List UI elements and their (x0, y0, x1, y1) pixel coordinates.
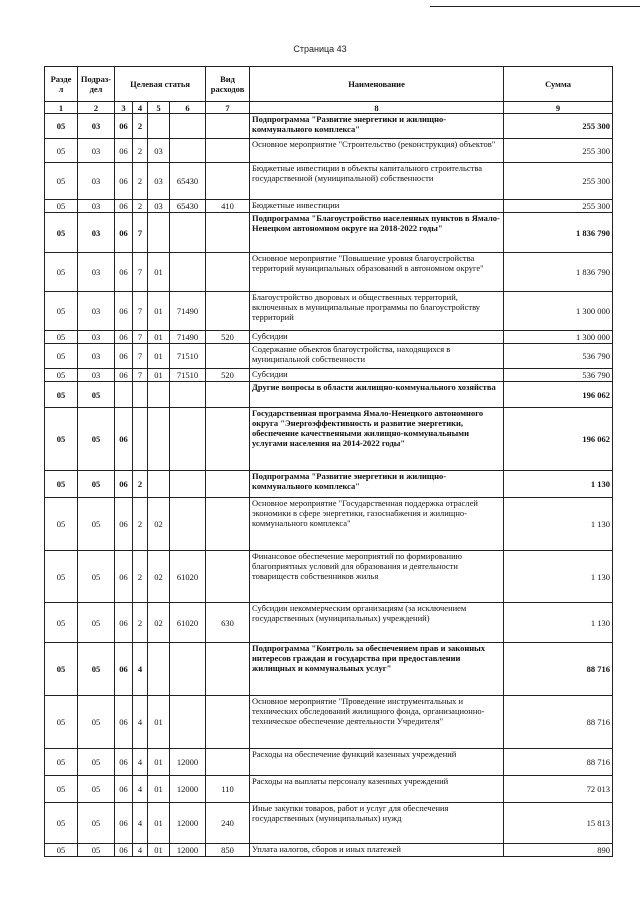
sum-cell: 88 716 (504, 643, 613, 696)
column-number: 2 (78, 102, 115, 114)
name-cell: Субсидии (250, 331, 504, 344)
subprogram-cell: 7 (133, 253, 148, 292)
column-number: 9 (504, 102, 613, 114)
expense-type-cell (206, 696, 250, 749)
program-cell: 06 (115, 200, 133, 213)
podrazdel-cell: 03 (78, 344, 115, 369)
direction-cell: 71510 (170, 369, 206, 382)
header-sum: Сумма (504, 67, 613, 102)
expense-type-cell (206, 382, 250, 408)
direction-cell: 61020 (170, 603, 206, 643)
razdel-cell: 05 (45, 369, 78, 382)
event-cell (148, 408, 170, 471)
column-number: 5 (148, 102, 170, 114)
table-row (45, 498, 613, 551)
table-row (45, 382, 613, 408)
name-cell: Другие вопросы в области жилищно-коммунального хозяйства (250, 382, 504, 408)
header-expense-type: Вид расходов (206, 67, 250, 102)
column-number: 3 (115, 102, 133, 114)
sum-cell: 15 813 (504, 803, 613, 844)
sum-cell: 1 130 (504, 551, 613, 603)
razdel-cell: 05 (45, 213, 78, 253)
column-number: 8 (250, 102, 504, 114)
sum-cell: 1 130 (504, 603, 613, 643)
direction-cell (170, 253, 206, 292)
subprogram-cell: 7 (133, 369, 148, 382)
table-row (45, 844, 613, 857)
sum-cell: 196 062 (504, 382, 613, 408)
table-row (45, 776, 613, 803)
table-body (45, 114, 613, 857)
razdel-cell: 05 (45, 471, 78, 498)
name-cell: Иные закупки товаров, работ и услуг для обеспечения государственных (муниципальных) нужд (250, 803, 504, 844)
sum-cell: 88 716 (504, 749, 613, 776)
table-row (45, 163, 613, 200)
expense-type-cell (206, 749, 250, 776)
podrazdel-cell: 03 (78, 200, 115, 213)
column-number: 1 (45, 102, 78, 114)
budget-table (44, 66, 613, 857)
sum-cell: 1 836 790 (504, 253, 613, 292)
subprogram-cell: 2 (133, 498, 148, 551)
program-cell: 06 (115, 803, 133, 844)
table-row (45, 114, 613, 139)
event-cell: 01 (148, 331, 170, 344)
direction-cell (170, 382, 206, 408)
sum-cell: 1 130 (504, 471, 613, 498)
subprogram-cell: 2 (133, 200, 148, 213)
direction-cell: 71490 (170, 331, 206, 344)
podrazdel-cell: 05 (78, 603, 115, 643)
direction-cell: 71510 (170, 344, 206, 369)
razdel-cell: 05 (45, 331, 78, 344)
direction-cell (170, 498, 206, 551)
program-cell: 06 (115, 408, 133, 471)
table-row (45, 139, 613, 163)
podrazdel-cell: 05 (78, 844, 115, 857)
subprogram-cell: 7 (133, 292, 148, 331)
podrazdel-cell: 05 (78, 696, 115, 749)
podrazdel-cell: 03 (78, 114, 115, 139)
sum-cell: 1 300 000 (504, 292, 613, 331)
subprogram-cell: 7 (133, 344, 148, 369)
subprogram-cell: 4 (133, 696, 148, 749)
podrazdel-cell: 05 (78, 551, 115, 603)
expense-type-cell: 520 (206, 369, 250, 382)
name-cell: Основное мероприятие "Повышение уровня благоустройства территорий муниципальных образований в автономном округе" (250, 253, 504, 292)
name-cell: Основное мероприятие "Государственная поддержка отраслей экономики в сфере энергетики, газоснабжения и жилищно-коммунального комплекса" (250, 498, 504, 551)
name-cell: Государственная программа Ямало-Ненецкого автономного округа "Энергоэффективность и развитие энергетики, обеспечение качественными жилищно-коммунальными услугами населения на 2014-2022 годы" (250, 408, 504, 471)
subprogram-cell: 7 (133, 331, 148, 344)
name-cell: Подпрограмма "Развитие энергетики и жилищно-коммунального комплекса" (250, 114, 504, 139)
header-target-article: Целевая статья (115, 67, 206, 102)
razdel-cell: 05 (45, 344, 78, 369)
table-row (45, 213, 613, 253)
name-cell: Подпрограмма "Контроль за обеспечением прав и законных интересов граждан и государства при предоставлении жилищных и коммунальных услуг" (250, 643, 504, 696)
program-cell: 06 (115, 139, 133, 163)
sum-cell: 88 716 (504, 696, 613, 749)
subprogram-cell: 2 (133, 603, 148, 643)
table-row (45, 551, 613, 603)
program-cell: 06 (115, 643, 133, 696)
podrazdel-cell: 03 (78, 213, 115, 253)
header-name: Наименование (250, 67, 504, 102)
razdel-cell: 05 (45, 498, 78, 551)
direction-cell: 12000 (170, 844, 206, 857)
event-cell: 01 (148, 749, 170, 776)
direction-cell: 61020 (170, 551, 206, 603)
direction-cell (170, 213, 206, 253)
direction-cell (170, 696, 206, 749)
program-cell: 06 (115, 331, 133, 344)
header-row (45, 67, 613, 102)
name-cell: Субсидии некоммерческим организациям (за исключением государственных (муниципальных) учреждений) (250, 603, 504, 643)
razdel-cell: 05 (45, 163, 78, 200)
direction-cell: 12000 (170, 776, 206, 803)
sum-cell: 72 013 (504, 776, 613, 803)
table-row (45, 331, 613, 344)
razdel-cell: 05 (45, 114, 78, 139)
expense-type-cell (206, 114, 250, 139)
name-cell: Субсидии (250, 369, 504, 382)
direction-cell: 12000 (170, 749, 206, 776)
event-cell: 03 (148, 139, 170, 163)
name-cell: Подпрограмма "Благоустройство населенных пунктов в Ямало-Ненецком автономном округе на 2018-2022 годы" (250, 213, 504, 253)
event-cell: 02 (148, 603, 170, 643)
name-cell: Расходы на обеспечение функций казенных учреждений (250, 749, 504, 776)
program-cell: 06 (115, 776, 133, 803)
razdel-cell: 05 (45, 803, 78, 844)
subprogram-cell: 7 (133, 213, 148, 253)
event-cell: 01 (148, 369, 170, 382)
event-cell: 03 (148, 163, 170, 200)
header-razdel: Разде л (45, 67, 78, 102)
razdel-cell: 05 (45, 382, 78, 408)
expense-type-cell (206, 551, 250, 603)
subprogram-cell: 2 (133, 551, 148, 603)
expense-type-cell (206, 213, 250, 253)
program-cell: 06 (115, 471, 133, 498)
expense-type-cell (206, 471, 250, 498)
expense-type-cell (206, 292, 250, 331)
sum-cell: 536 790 (504, 369, 613, 382)
direction-cell (170, 408, 206, 471)
subprogram-cell: 4 (133, 776, 148, 803)
podrazdel-cell: 05 (78, 776, 115, 803)
razdel-cell: 05 (45, 749, 78, 776)
subprogram-cell: 4 (133, 749, 148, 776)
name-cell: Подпрограмма "Развитие энергетики и жилищно-коммунального комплекса" (250, 471, 504, 498)
direction-cell (170, 471, 206, 498)
razdel-cell: 05 (45, 844, 78, 857)
subprogram-cell: 4 (133, 844, 148, 857)
expense-type-cell (206, 163, 250, 200)
program-cell: 06 (115, 114, 133, 139)
direction-cell: 12000 (170, 803, 206, 844)
expense-type-cell: 240 (206, 803, 250, 844)
sum-cell: 255 300 (504, 114, 613, 139)
direction-cell: 71490 (170, 292, 206, 331)
program-cell: 06 (115, 344, 133, 369)
direction-cell: 65430 (170, 163, 206, 200)
program-cell: 06 (115, 292, 133, 331)
podrazdel-cell: 05 (78, 408, 115, 471)
sum-cell: 536 790 (504, 344, 613, 369)
event-cell: 01 (148, 253, 170, 292)
direction-cell: 65430 (170, 200, 206, 213)
table-row (45, 292, 613, 331)
sum-cell: 1 130 (504, 498, 613, 551)
name-cell: Основное мероприятие "Строительство (реконструкция) объектов" (250, 139, 504, 163)
column-number-row (45, 102, 613, 114)
subprogram-cell: 4 (133, 803, 148, 844)
column-number: 6 (170, 102, 206, 114)
sum-cell: 255 300 (504, 139, 613, 163)
podrazdel-cell: 03 (78, 253, 115, 292)
program-cell: 06 (115, 844, 133, 857)
name-cell: Бюджетные инвестиции (250, 200, 504, 213)
razdel-cell: 05 (45, 643, 78, 696)
expense-type-cell: 410 (206, 200, 250, 213)
table-row (45, 749, 613, 776)
sum-cell: 196 062 (504, 408, 613, 471)
podrazdel-cell: 03 (78, 292, 115, 331)
razdel-cell: 05 (45, 776, 78, 803)
page-label: Страница 43 (293, 44, 347, 54)
razdel-cell: 05 (45, 408, 78, 471)
sum-cell: 890 (504, 844, 613, 857)
expense-type-cell (206, 498, 250, 551)
expense-type-cell: 110 (206, 776, 250, 803)
column-number: 4 (133, 102, 148, 114)
table-row (45, 643, 613, 696)
program-cell: 06 (115, 213, 133, 253)
event-cell (148, 213, 170, 253)
subprogram-cell: 4 (133, 643, 148, 696)
subprogram-cell (133, 408, 148, 471)
expense-type-cell (206, 139, 250, 163)
table-row (45, 696, 613, 749)
subprogram-cell: 2 (133, 139, 148, 163)
table-row (45, 471, 613, 498)
razdel-cell: 05 (45, 139, 78, 163)
program-cell: 06 (115, 551, 133, 603)
sum-cell: 255 300 (504, 200, 613, 213)
program-cell: 06 (115, 696, 133, 749)
name-cell: Основное мероприятие "Проведение инструментальных и технических обследований жилищного фонда, организационно-техническое обеспечение деятельности Учредителя" (250, 696, 504, 749)
table-row (45, 369, 613, 382)
podrazdel-cell: 05 (78, 382, 115, 408)
program-cell: 06 (115, 253, 133, 292)
expense-type-cell (206, 408, 250, 471)
event-cell: 01 (148, 844, 170, 857)
razdel-cell: 05 (45, 292, 78, 331)
name-cell: Содержание объектов благоустройства, находящихся в муниципальной собственности (250, 344, 504, 369)
razdel-cell: 05 (45, 696, 78, 749)
sum-cell: 255 300 (504, 163, 613, 200)
subprogram-cell: 2 (133, 114, 148, 139)
razdel-cell: 05 (45, 200, 78, 213)
program-cell: 06 (115, 603, 133, 643)
direction-cell (170, 139, 206, 163)
column-number: 7 (206, 102, 250, 114)
event-cell: 02 (148, 551, 170, 603)
podrazdel-cell: 05 (78, 471, 115, 498)
razdel-cell: 05 (45, 603, 78, 643)
podrazdel-cell: 03 (78, 331, 115, 344)
header-podrazdel: Подраз- дел (78, 67, 115, 102)
table-row (45, 344, 613, 369)
program-cell (115, 382, 133, 408)
table-row (45, 408, 613, 471)
table-row (45, 253, 613, 292)
direction-cell (170, 643, 206, 696)
podrazdel-cell: 05 (78, 498, 115, 551)
program-cell: 06 (115, 498, 133, 551)
podrazdel-cell: 03 (78, 369, 115, 382)
name-cell: Расходы на выплаты персоналу казенных учреждений (250, 776, 504, 803)
event-cell: 01 (148, 776, 170, 803)
program-cell: 06 (115, 749, 133, 776)
program-cell: 06 (115, 369, 133, 382)
event-cell (148, 643, 170, 696)
podrazdel-cell: 03 (78, 139, 115, 163)
subprogram-cell: 2 (133, 471, 148, 498)
razdel-cell: 05 (45, 551, 78, 603)
expense-type-cell: 850 (206, 844, 250, 857)
program-cell: 06 (115, 163, 133, 200)
sum-cell: 1 836 790 (504, 213, 613, 253)
expense-type-cell (206, 643, 250, 696)
name-cell: Благоустройство дворовых и общественных территорий, включенных в муниципальные программы по благоустройству территорий (250, 292, 504, 331)
event-cell (148, 114, 170, 139)
event-cell (148, 382, 170, 408)
expense-type-cell (206, 344, 250, 369)
event-cell: 03 (148, 200, 170, 213)
event-cell: 02 (148, 498, 170, 551)
table-row (45, 803, 613, 844)
razdel-cell: 05 (45, 253, 78, 292)
event-cell: 01 (148, 292, 170, 331)
name-cell: Уплата налогов, сборов и иных платежей (250, 844, 504, 857)
table-row (45, 200, 613, 213)
subprogram-cell: 2 (133, 163, 148, 200)
podrazdel-cell: 05 (78, 803, 115, 844)
name-cell: Бюджетные инвестиции в объекты капитального строительства государственной (муниципальной) собственности (250, 163, 504, 200)
direction-cell (170, 114, 206, 139)
podrazdel-cell: 05 (78, 749, 115, 776)
event-cell: 01 (148, 803, 170, 844)
expense-type-cell (206, 253, 250, 292)
expense-type-cell: 630 (206, 603, 250, 643)
event-cell: 01 (148, 344, 170, 369)
sum-cell: 1 300 000 (504, 331, 613, 344)
podrazdel-cell: 03 (78, 163, 115, 200)
event-cell (148, 471, 170, 498)
expense-type-cell: 520 (206, 331, 250, 344)
corner-line (430, 6, 640, 7)
table-row (45, 603, 613, 643)
subprogram-cell (133, 382, 148, 408)
name-cell: Финансовое обеспечение мероприятий по формированию благоприятных условий для образования и деятельности товариществ собственников жилья (250, 551, 504, 603)
event-cell: 01 (148, 696, 170, 749)
podrazdel-cell: 05 (78, 643, 115, 696)
